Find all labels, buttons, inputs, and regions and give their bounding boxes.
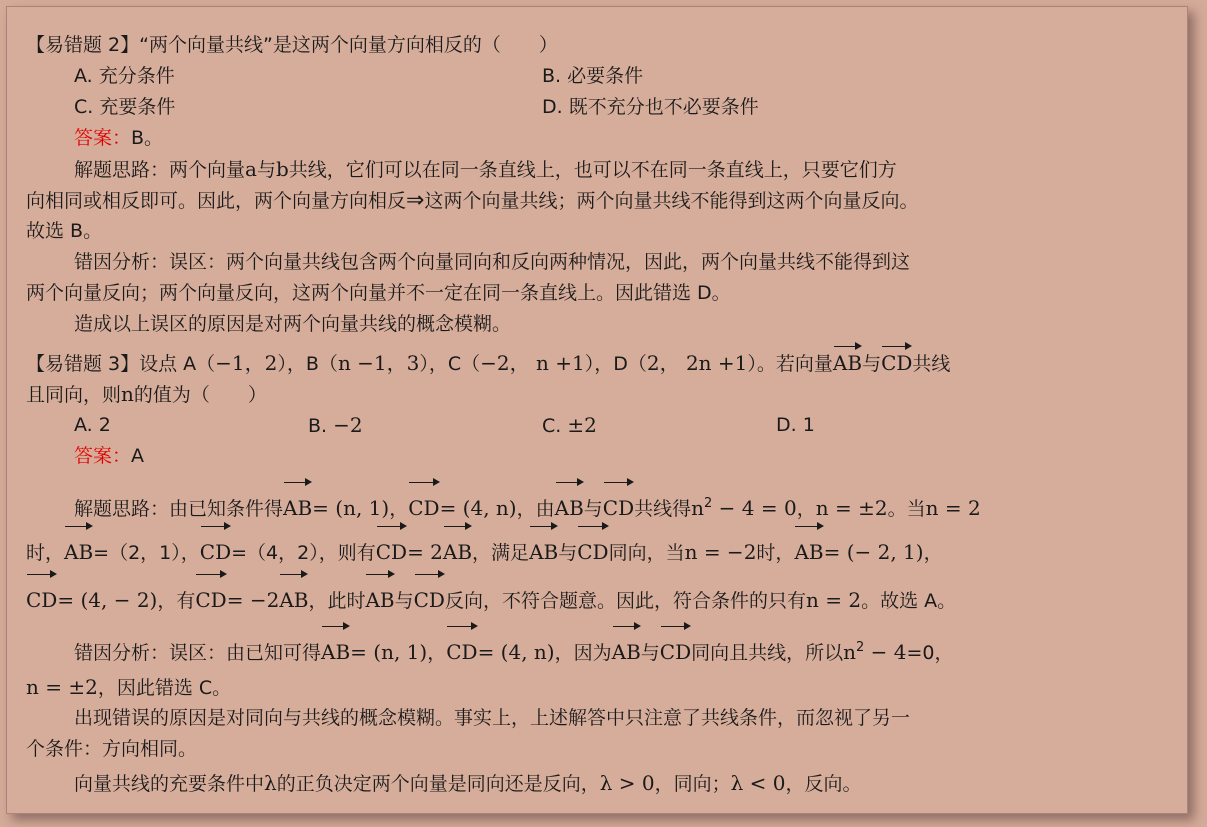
q3-option-a: A. 2: [74, 414, 111, 436]
q3-solution-line2: 时，AB=（2，1），CD=（4，2），则有CD= 2AB，满足AB与CD同向，当n = −2时，AB= (− 2, 1)，: [26, 528, 1176, 576]
q2-option-b: B. 必要条件: [542, 65, 644, 87]
q2-solution-line2: 向相同或相反即可。因此，两个向量方向相反⇒这两个向量共线；两个向量共线不能得到这两个向量反向。: [26, 188, 919, 213]
q2-option-c: C. 充要条件: [74, 96, 176, 118]
answer-label: 答案：: [74, 127, 132, 149]
q2-option-d: D. 既不充分也不必要条件: [542, 96, 759, 118]
q2-reason: 造成以上误区的原因是对两个向量共线的概念模糊。: [74, 313, 512, 335]
q3-reason-line2: 个条件：方向相同。: [26, 738, 198, 760]
q3-option-b: B. −2: [308, 413, 363, 437]
q3-answer: 答案：A: [74, 445, 145, 467]
q3-last-line: 向量共线的充要条件中λ的正负决定两个向量是同向还是反向，λ > 0，同向；λ < 0，反向。: [74, 771, 862, 795]
q3-option-c: C. ±2: [542, 413, 597, 437]
q2-option-a: A. 充分条件: [74, 65, 175, 87]
vector-cd: CD: [881, 348, 912, 379]
q3-solution-line3: CD= (4, − 2)，有CD= −2AB，此时AB与CD反向，不符合题意。因此，符合条件的只有n = 2。故选 A。: [26, 576, 1176, 624]
q2-error-line1: 错因分析：误区：两个向量共线包含两个向量同向和反向两种情况，因此，两个向量共线不能得到这: [74, 251, 911, 273]
q2-options-row2: [26, 92, 1176, 123]
q3-title-line1: 【易错题 3】设点 A（−1，2），B（n −1，3），C（−2， n +1），D（2， 2n +1）。若向量AB与CD共线: [26, 348, 1176, 379]
q3-error-line1: 错因分析：误区：由已知可得AB= (n, 1)，CD= (4, n)，因为AB与CD同向且共线，所以$n^2 - 4=0$，: [26, 624, 1176, 672]
answer-label: 答案：: [74, 445, 132, 467]
q3-reason-line1: 出现错误的原因是对同向与共线的概念模糊。事实上，上述解答中只注意了共线条件，而忽视了另一: [74, 707, 911, 729]
q2-answer: 答案：B。: [74, 127, 164, 149]
vector-ab: AB: [833, 348, 862, 379]
q3-solution-line1: 解题思路：由已知条件得AB= (n, 1)，CD= (4, n)，由AB与CD共线得$n^2 - 4 = 0$，n = ±2。当n = 2: [26, 480, 1176, 528]
q3-error-line2: n = ±2，因此错选 C。: [26, 675, 232, 699]
q2-solution-line1: 解题思路：两个向量a与b共线，它们可以在同一条直线上，也可以不在同一条直线上，只要它们方: [74, 157, 897, 181]
q3-title-line2: 且同向，则n的值为（ ）: [26, 382, 267, 406]
q2-options-row1: [26, 61, 1176, 92]
document-body: [26, 30, 1176, 801]
q3-options: [26, 410, 1176, 441]
q2-solution-line3: 故选 B。: [26, 220, 103, 242]
implies-symbol: ⇒: [406, 188, 425, 213]
q2-error-line2: 两个向量反向；两个向量反向，这两个向量并不一定在同一条直线上。因此错选 D。: [26, 282, 731, 304]
q3-option-d: D. 1: [776, 414, 815, 436]
q2-title: 【易错题 2】“两个向量共线”是这两个向量方向相反的（ ）: [26, 34, 558, 56]
